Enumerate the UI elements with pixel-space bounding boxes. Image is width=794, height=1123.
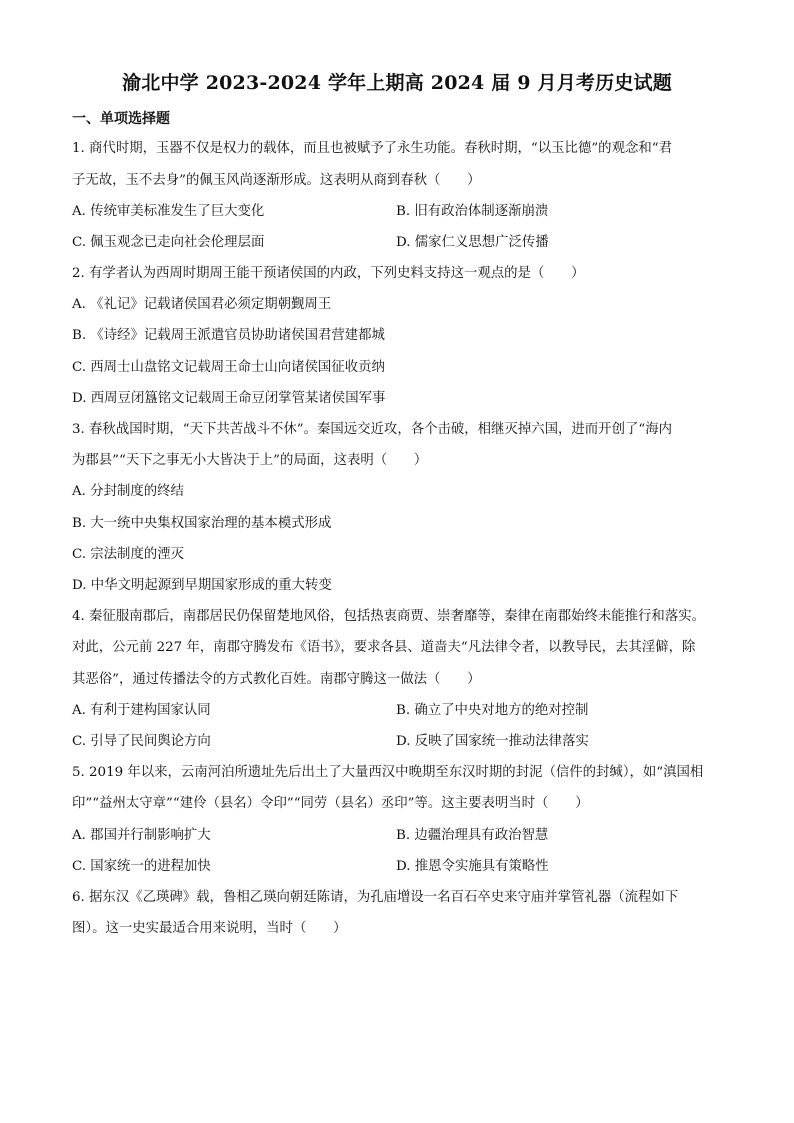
question-3-stem-line-1: 3. 春秋战国时期，“天下共苦战斗不休”。秦国远交近攻，各个击破，相继灭掉六国，进而开创了“海内 (72, 422, 672, 437)
question-2-stem-line-1: 2. 有学者认为西周时期周王能干预诸侯国的内政，下列史料支持这一观点的是（ ） (72, 266, 585, 281)
question-3-option-d[interactable]: D. 中华文明起源到早期国家形成的重大转变 (72, 578, 332, 593)
question-5-option-a[interactable]: A. 郡国并行制影响扩大 (72, 828, 211, 843)
question-5-option-d[interactable]: D. 推恩令实施具有策略性 (396, 859, 549, 874)
question-6-stem-line-2: 图）。这一史实最适合用来说明，当时（ ） (72, 921, 347, 936)
exam-title: 渝北中学 2023-2024 学年上期高 2024 届 9 月月考历史试题 (122, 72, 672, 94)
question-2-option-d[interactable]: D. 西周豆闭簋铭文记载周王命豆闭掌管某诸侯国军事 (72, 391, 386, 406)
question-1-option-c[interactable]: C. 佩玉观念已走向社会伦理层面 (72, 235, 265, 250)
question-3-option-c[interactable]: C. 宗法制度的湮灭 (72, 547, 185, 562)
question-5-option-b[interactable]: B. 边疆治理具有政治智慧 (396, 828, 549, 843)
question-3-option-a[interactable]: A. 分封制度的终结 (72, 484, 184, 499)
question-4-option-b[interactable]: B. 确立了中央对地方的绝对控制 (396, 703, 589, 718)
question-1-stem-line-1: 1. 商代时期，玉器不仅是权力的载体，而且也被赋予了永生功能。春秋时期，“以玉比德”的观念和“君 (72, 141, 672, 156)
question-5-option-c[interactable]: C. 国家统一的进程加快 (72, 859, 211, 874)
question-4-stem-line-2: 对此，公元前 227 年，南郡守腾发布《语书》，要求各县、道啬夫“凡法律令者，以教导民，去其淫僻，除 (72, 640, 696, 655)
question-4-stem-line-1: 4. 秦征服南郡后，南郡居民仍保留楚地风俗，包括热衷商贾、崇奢靡等，秦律在南郡始终未能推行和落实。 (72, 609, 705, 624)
question-4-option-c[interactable]: C. 引导了民间舆论方向 (72, 734, 211, 749)
question-5-stem-line-2: 印”“益州太守章”“建伶（县名）令印”“同劳（县名）丞印”等。这主要表明当时（ ） (72, 796, 589, 811)
question-1-stem-line-2: 子无故，玉不去身”的佩玉风尚逐渐形成。这表明从商到春秋（ ） (72, 173, 481, 188)
section-heading: 一、单项选择题 (72, 111, 170, 127)
question-5-stem-line-1: 5. 2019 年以来，云南河泊所遗址先后出土了大量西汉中晚期至东汉时期的封泥（信件的封缄），如“滇国相 (72, 765, 704, 780)
question-4-option-a[interactable]: A. 有利于建构国家认同 (72, 703, 211, 718)
question-1-option-a[interactable]: A. 传统审美标准发生了巨大变化 (72, 204, 265, 219)
question-2-option-a[interactable]: A. 《礼记》记载诸侯国君必须定期朝觐周王 (72, 297, 332, 312)
question-2-option-b[interactable]: B. 《诗经》记载周王派遣官员协助诸侯国君营建都城 (72, 328, 385, 343)
question-4-option-d[interactable]: D. 反映了国家统一推动法律落实 (396, 734, 589, 749)
question-2-option-c[interactable]: C. 西周士山盘铭文记载周王命士山向诸侯国征收贡纳 (72, 360, 385, 375)
question-6-stem-line-1: 6. 据东汉《乙瑛碑》载，鲁相乙瑛向朝廷陈请，为孔庙增设一名百石卒史来守庙并掌管礼器（流程如下 (72, 890, 679, 905)
question-3-stem-line-2: 为郡县”“天下之事无小大皆决于上”的局面，这表明（ ） (72, 453, 428, 468)
question-4-stem-line-3: 其恶俗”，通过传播法令的方式教化百姓。南郡守腾这一做法（ ） (72, 672, 481, 687)
question-1-option-b[interactable]: B. 旧有政治体制逐渐崩溃 (396, 204, 549, 219)
question-3-option-b[interactable]: B. 大一统中央集权国家治理的基本模式形成 (72, 516, 332, 531)
question-1-option-d[interactable]: D. 儒家仁义思想广泛传播 (396, 235, 549, 250)
